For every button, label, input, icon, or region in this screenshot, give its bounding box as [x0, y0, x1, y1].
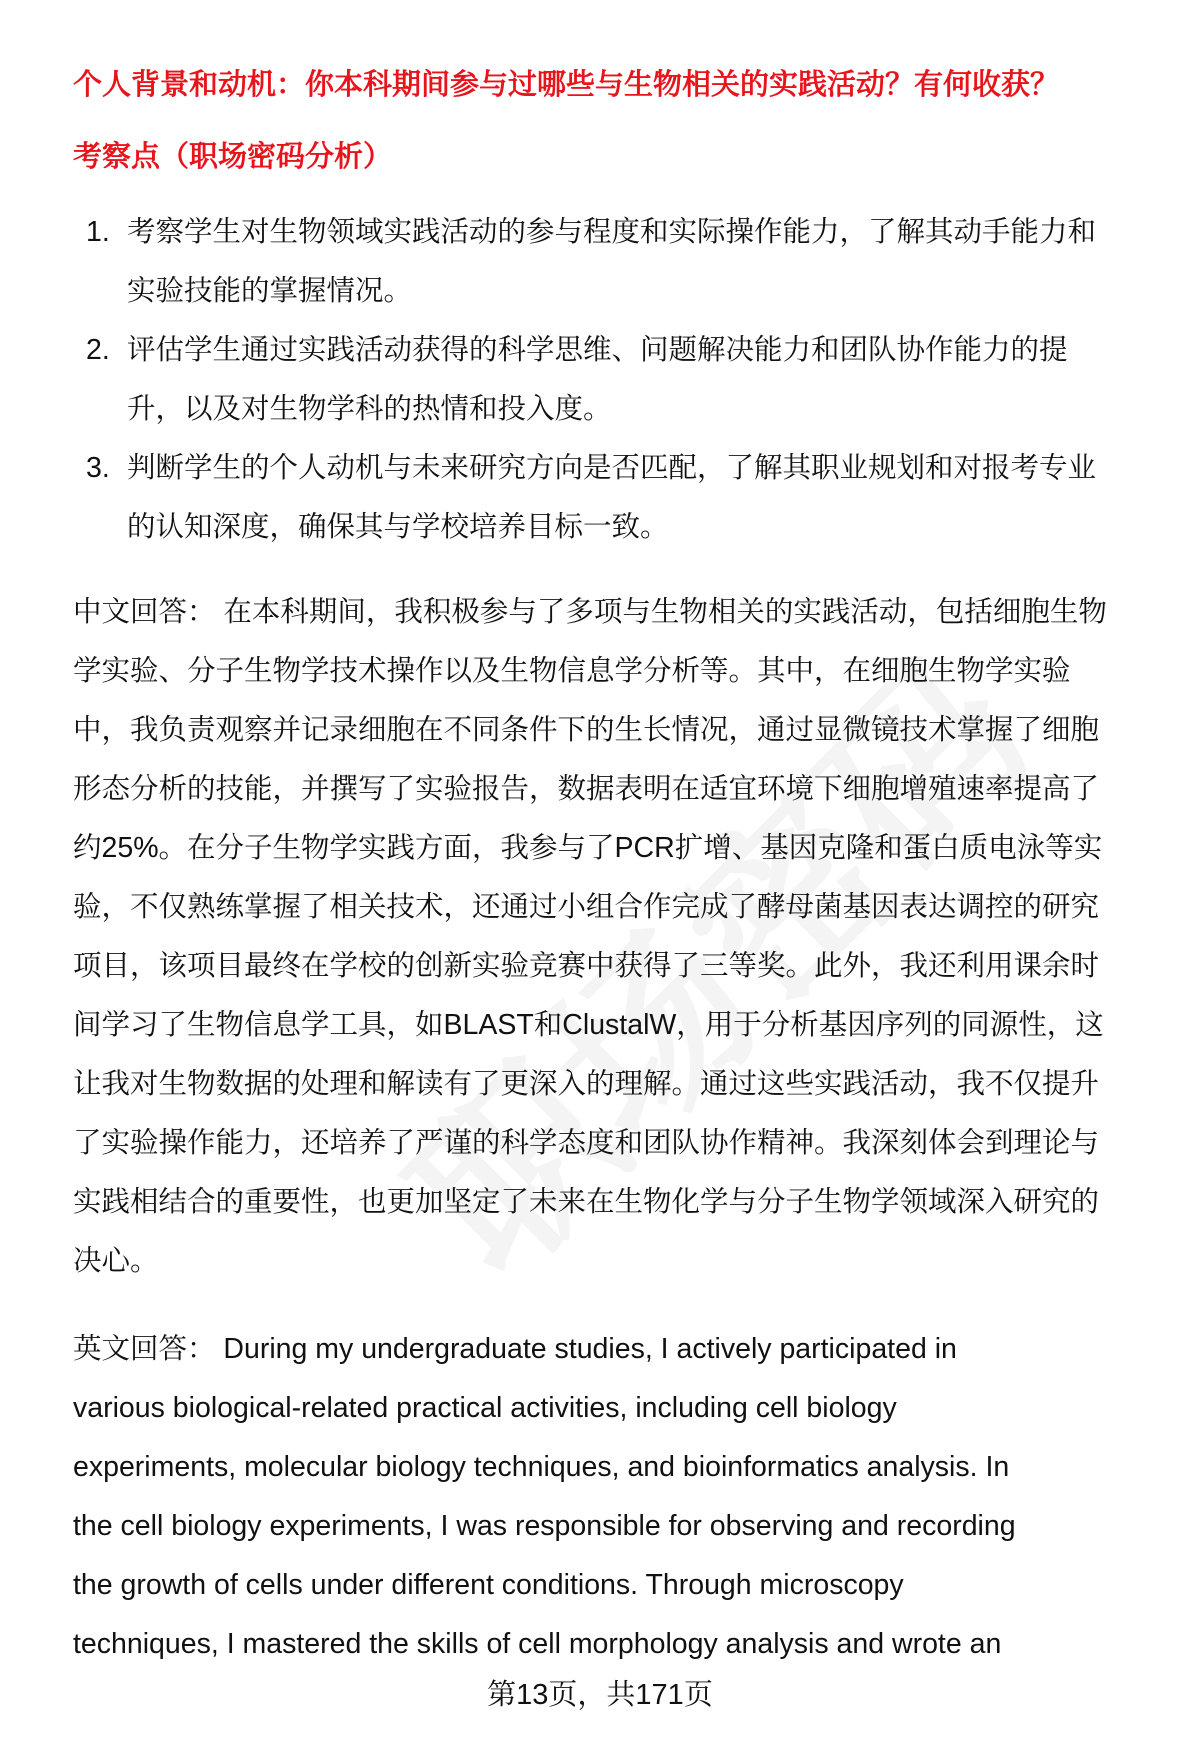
paragraph-line: 验，不仅熟练掌握了相关技术，还通过小组合作完成了酵母菌基因表达调控的研究	[73, 891, 1100, 923]
list-item-line: 判断学生的个人动机与未来研究方向是否匹配，了解其职业规划和对报考专业	[127, 452, 1097, 484]
paragraph-line: 形态分析的技能，并撰写了实验报告，数据表明在适宜环境下细胞增殖速率提高了	[73, 773, 1100, 805]
paragraph-line: 英文回答： During my undergraduate studies, I actively participated in	[73, 1333, 957, 1365]
page-footer: 第13页，共171页	[487, 1679, 713, 1711]
list-item-line: 评估学生通过实践活动获得的科学思维、问题解决能力和团队协作能力的提	[127, 334, 1068, 366]
list-number: 2.	[86, 334, 110, 366]
paragraph-line: 了实验操作能力，还培养了严谨的科学态度和团队协作精神。我深刻体会到理论与	[73, 1127, 1100, 1159]
list-item-line: 实验技能的掌握情况。	[127, 275, 413, 307]
paragraph-line: experiments, molecular biology techniques, and bioinformatics analysis. In	[73, 1451, 1010, 1483]
paragraph-line: 学实验、分子生物学技术操作以及生物信息学分析等。其中，在细胞生物学实验	[73, 655, 1071, 687]
paragraph-line: 让我对生物数据的处理和解读有了更深入的理解。通过这些实践活动，我不仅提升	[73, 1068, 1100, 1100]
section-title: 考察点（职场密码分析）	[73, 141, 393, 173]
paragraph-line: the cell biology experiments, I was responsible for observing and recording	[73, 1510, 1016, 1542]
paragraph-line: 中文回答： 在本科期间，我积极参与了多项与生物相关的实践活动，包括细胞生物	[73, 596, 1107, 628]
paragraph-line: various biological-related practical activities, including cell biology	[73, 1392, 897, 1424]
paragraph-line: techniques, I mastered the skills of cell morphology analysis and wrote an	[73, 1628, 1002, 1660]
list-number: 3.	[86, 452, 110, 484]
paragraph-line: 间学习了生物信息学工具，如BLAST和ClustalW，用于分析基因序列的同源性，这	[73, 1009, 1104, 1041]
paragraph-line: 实践相结合的重要性，也更加坚定了未来在生物化学与分子生物学领域深入研究的	[73, 1186, 1100, 1218]
list-item-line: 升，以及对生物学科的热情和投入度。	[127, 393, 612, 425]
paragraph-line: 约25%。在分子生物学实践方面，我参与了PCR扩增、基因克隆和蛋白质电泳等实	[73, 832, 1103, 864]
paragraph-line: the growth of cells under different conditions. Through microscopy	[73, 1569, 904, 1601]
paragraph-line: 决心。	[73, 1245, 159, 1277]
list-item-line: 考察学生对生物领域实践活动的参与程度和实际操作能力，了解其动手能力和	[127, 216, 1097, 248]
list-item-line: 的认知深度，确保其与学校培养目标一致。	[127, 511, 669, 543]
question-title: 个人背景和动机：你本科期间参与过哪些与生物相关的实践活动？有何收获？	[73, 69, 1060, 101]
paragraph-line: 中，我负责观察并记录细胞在不同条件下的生长情况，通过显微镜技术掌握了细胞	[73, 714, 1100, 746]
list-number: 1.	[86, 216, 110, 248]
paragraph-line: 项目，该项目最终在学校的创新实验竞赛中获得了三等奖。此外，我还利用课余时	[73, 950, 1100, 982]
